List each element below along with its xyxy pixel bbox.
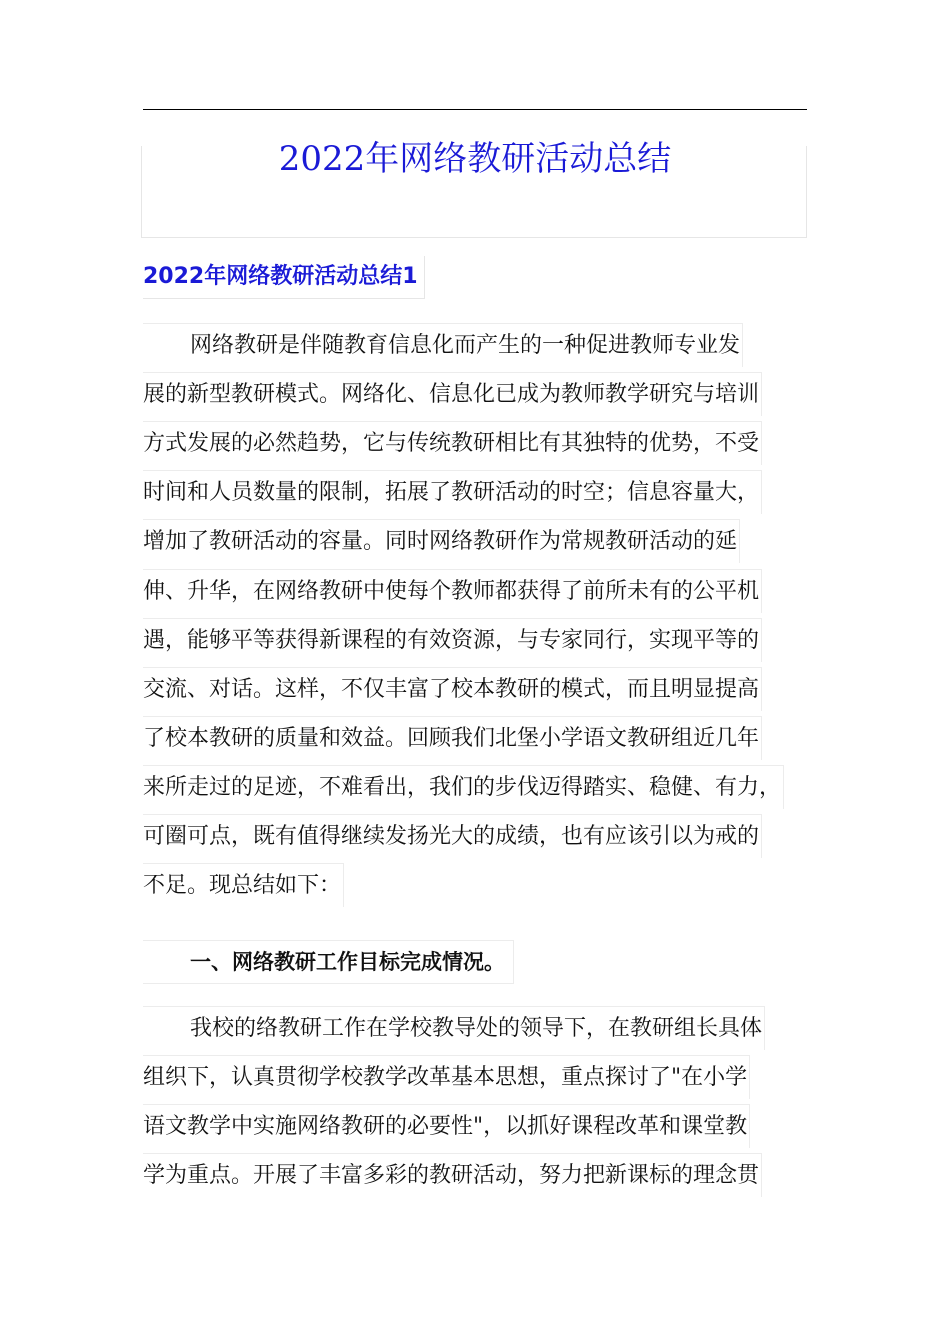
- document-title: 2022年网络教研活动总结: [278, 139, 672, 179]
- paragraph-line: 可圈可点，既有值得继续发扬光大的成绩，也有应该引以为戒的: [143, 814, 762, 858]
- paragraph-line: 网络教研是伴随教育信息化而产生的一种促进教师专业发: [143, 323, 743, 367]
- paragraph-line: 方式发展的必然趋势，它与传统教研相比有其独特的优势，不受: [143, 421, 762, 465]
- paragraph-line: 增加了教研活动的容量。同时网络教研作为常规教研活动的延: [143, 519, 740, 563]
- paragraph-line: 学为重点。开展了丰富多彩的教研活动，努力把新课标的理念贯: [143, 1153, 762, 1197]
- subheading: 2022年网络教研活动总结1: [143, 256, 425, 299]
- paragraph-line: 我校的络教研工作在学校教导处的领导下，在教研组长具体: [143, 1006, 765, 1050]
- paragraph-line: 伸、升华，在网络教研中使每个教师都获得了前所未有的公平机: [143, 569, 762, 613]
- paragraph-line: 时间和人员数量的限制，拓展了教研活动的时空；信息容量大，: [143, 470, 762, 514]
- paragraph-line: 了校本教研的质量和效益。回顾我们北堡小学语文教研组近几年: [143, 716, 762, 760]
- paragraph-line: 交流、对话。这样，不仅丰富了校本教研的模式，而且明显提高: [143, 667, 762, 711]
- paragraph-line: 展的新型教研模式。网络化、信息化已成为教师教学研究与培训: [143, 372, 762, 416]
- paragraph-line: 来所走过的足迹，不难看出，我们的步伐迈得踏实、稳健、有力，: [143, 765, 784, 809]
- paragraph-line: 遇，能够平等获得新课程的有效资源，与专家同行，实现平等的: [143, 618, 762, 662]
- section-heading-1: 一、网络教研工作目标完成情况。: [143, 940, 514, 984]
- paragraph-line: 组织下，认真贯彻学校教学改革基本思想，重点探讨了"在小学: [143, 1055, 750, 1099]
- paragraph-line: 不足。现总结如下：: [143, 863, 344, 907]
- paragraph-line: 语文教学中实施网络教研的必要性"，以抓好课程改革和课堂教: [143, 1104, 750, 1148]
- top-rule: [143, 109, 807, 110]
